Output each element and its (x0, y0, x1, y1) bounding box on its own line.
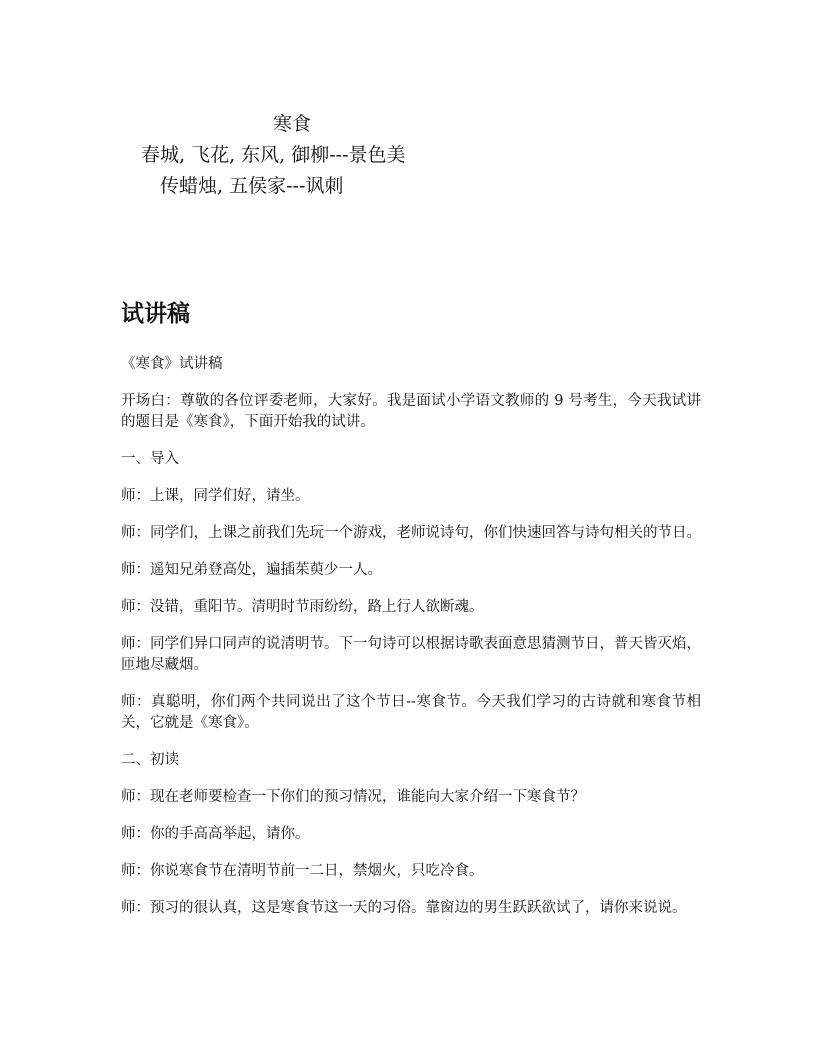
script-body (121, 354, 701, 935)
dialogue-paragraph: 师：同学们，上课之前我们先玩一个游戏，老师说诗句，你们快速回答与诗句相关的节日。 (121, 525, 701, 541)
script-title: 《寒食》试讲稿 (121, 356, 223, 372)
blackboard-line-satire: 传蜡烛, 五侯家---讽刺 (160, 175, 344, 197)
section-first-reading-heading: 二、初读 (121, 752, 179, 768)
dialogue-paragraph: 师：真聪明，你们两个共同说出了这个节日--寒食节。今天我们学习的古诗就和寒食节相关，它就是《寒食》。 (121, 694, 701, 731)
section-intro-heading: 一、导入 (121, 451, 179, 467)
dialogue-paragraph: 师：预习的很认真，这是寒食节这一天的习俗。靠窗边的男生跃跃欲试了，请你来说说。 (121, 900, 687, 916)
blackboard-title: 寒食 (273, 113, 312, 135)
dialogue-paragraph: 师：没错，重阳节。清明时节雨纷纷，路上行人欲断魂。 (121, 599, 484, 615)
blackboard-line-scenery: 春城, 飞花, 东风, 御柳---景色美 (141, 144, 406, 166)
section-heading: 试讲稿 (121, 301, 190, 327)
dialogue-paragraph: 师：现在老师要检查一下你们的预习情况，谁能向大家介绍一下寒食节？ (121, 789, 585, 805)
opening-remarks: 开场白：尊敬的各位评委老师，大家好。我是面试小学语文教师的 9 号考生，今天我试讲的题目是《寒食》，下面开始我的试讲。 (121, 393, 701, 430)
dialogue-paragraph: 师：遥知兄弟登高处，遍插茱萸少一人。 (121, 562, 382, 578)
dialogue-paragraph: 师：你的手高高举起，请你。 (121, 826, 310, 842)
dialogue-paragraph: 师：同学们异口同声的说清明节。下一句诗可以根据诗歌表面意思猜测节日，普天皆灭焰，匝地尽藏烟。 (121, 636, 701, 673)
dialogue-paragraph: 师：你说寒食节在清明节前一二日，禁烟火，只吃冷食。 (121, 863, 484, 879)
dialogue-paragraph: 师：上课，同学们好，请坐。 (121, 488, 310, 504)
